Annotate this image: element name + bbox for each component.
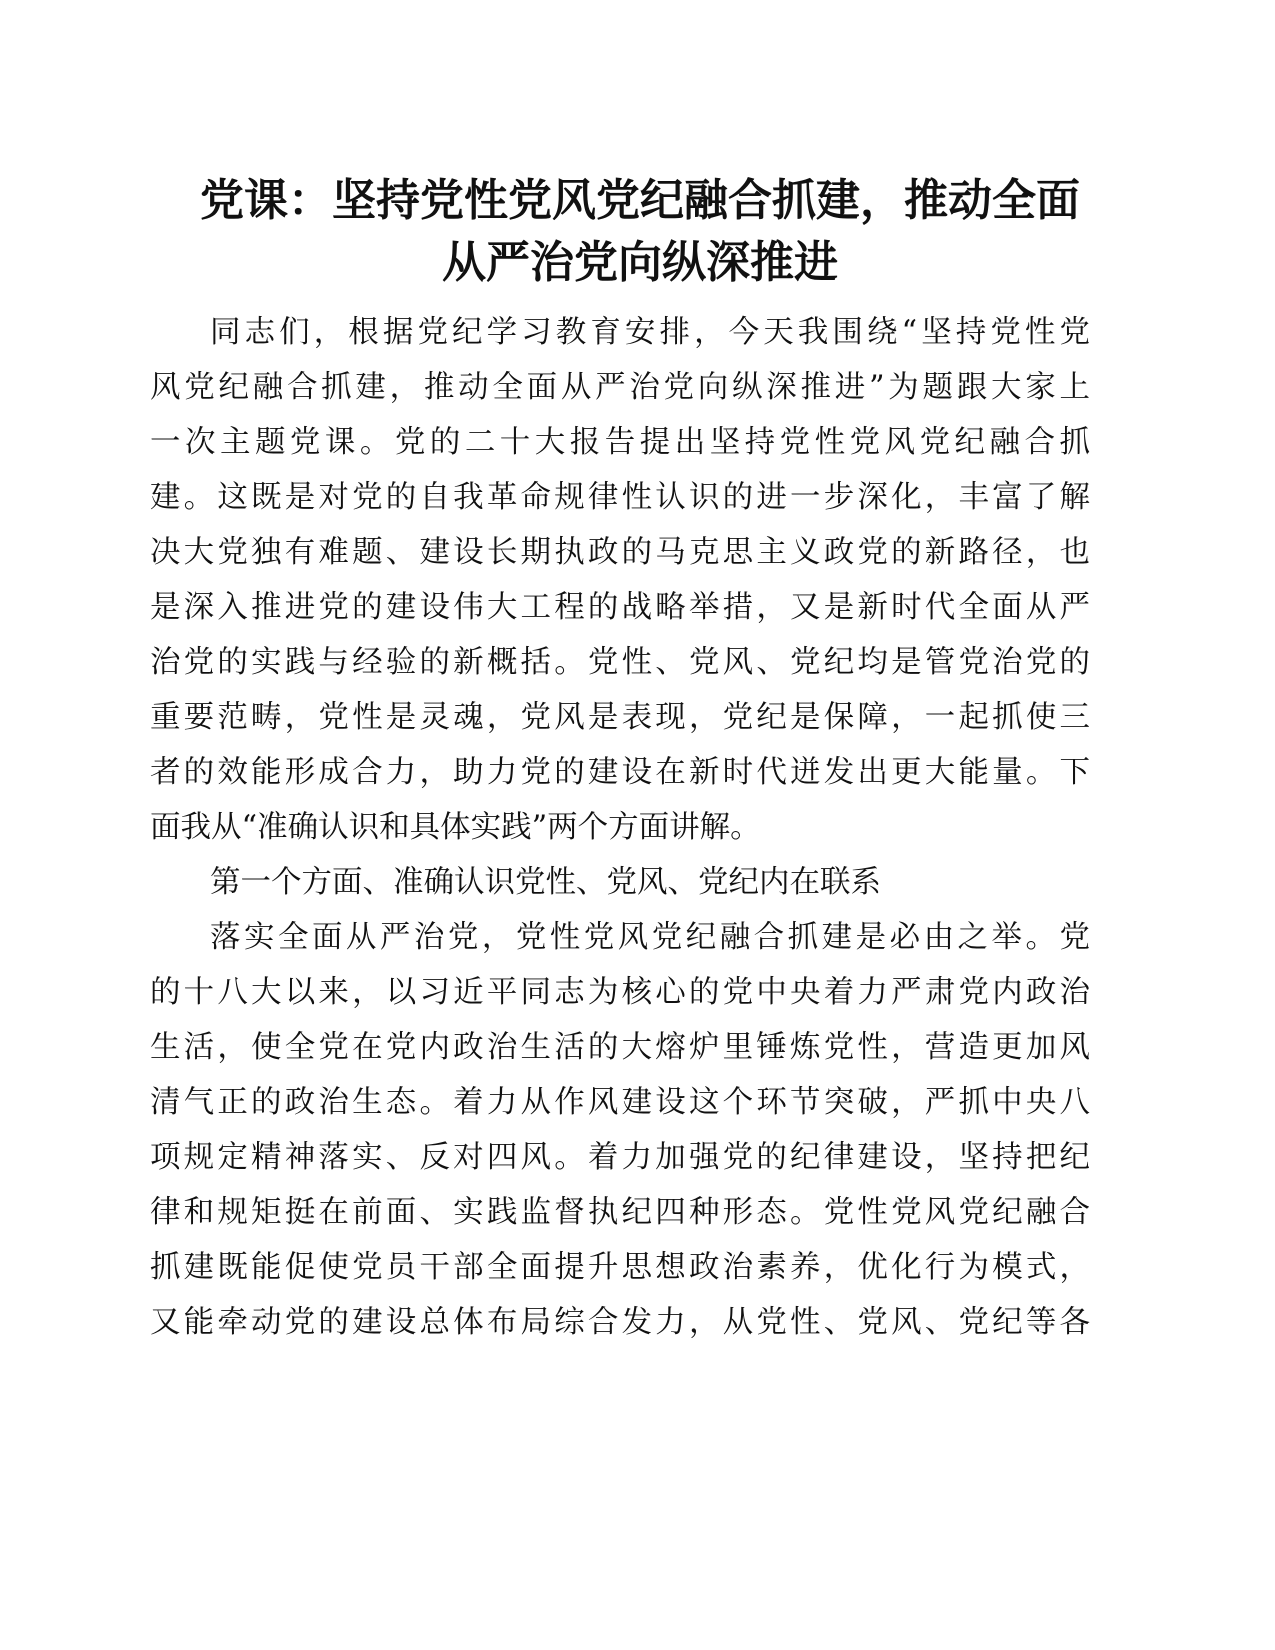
body-line-5: 决大党独有难题、建设长期执政的马克思主义政党的新路径，也: [150, 535, 1090, 570]
body-line-12: 落实全面从严治党，党性党风党纪融合抓建是必由之举。党: [210, 920, 1090, 955]
document-title: [140, 170, 1140, 294]
section-heading: 第一个方面、准确认识党性、党风、党纪内在联系: [210, 865, 881, 900]
body-line-9: 者的效能形成合力，助力党的建设在新时代迸发出更大能量。下: [150, 755, 1090, 790]
body-line-18: 抓建既能促使党员干部全面提升思想政治素养，优化行为模式，: [150, 1250, 1090, 1285]
body-line-8: 重要范畴，党性是灵魂，党风是表现，党纪是保障，一起抓使三: [150, 700, 1090, 735]
body-line-17: 律和规矩挺在前面、实践监督执纪四种形态。党性党风党纪融合: [150, 1195, 1090, 1230]
body-line-3: 一次主题党课。党的二十大报告提出坚持党性党风党纪融合抓: [150, 425, 1090, 460]
body-line-10: 面我从“准确认识和具体实践”两个方面讲解。: [150, 810, 761, 845]
title-line-2: 从严治党向纵深推进: [442, 237, 838, 288]
body-line-2: 风党纪融合抓建，推动全面从严治党向纵深推进”为题跟大家上: [150, 370, 1090, 405]
body-line-6: 是深入推进党的建设伟大工程的战略举措，又是新时代全面从严: [150, 590, 1090, 625]
body-line-1: 同志们，根据党纪学习教育安排，今天我围绕“坚持党性党: [210, 315, 1090, 350]
body-line-16: 项规定精神落实、反对四风。着力加强党的纪律建设，坚持把纪: [150, 1140, 1090, 1175]
body-line-13: 的十八大以来，以习近平同志为核心的党中央着力严肃党内政治: [150, 975, 1090, 1010]
body-line-14: 生活，使全党在党内政治生活的大熔炉里锤炼党性，营造更加风: [150, 1030, 1090, 1065]
title-line-1: 党课：坚持党性党风党纪融合抓建，推动全面: [200, 175, 1080, 226]
body-line-4: 建。这既是对党的自我革命规律性认识的进一步深化，丰富了解: [150, 480, 1090, 515]
body-line-15: 清气正的政治生态。着力从作风建设这个环节突破，严抓中央八: [150, 1085, 1090, 1120]
body-line-7: 治党的实践与经验的新概括。党性、党风、党纪均是管党治党的: [150, 645, 1090, 680]
body-line-19: 又能牵动党的建设总体布局综合发力，从党性、党风、党纪等各: [150, 1305, 1090, 1340]
